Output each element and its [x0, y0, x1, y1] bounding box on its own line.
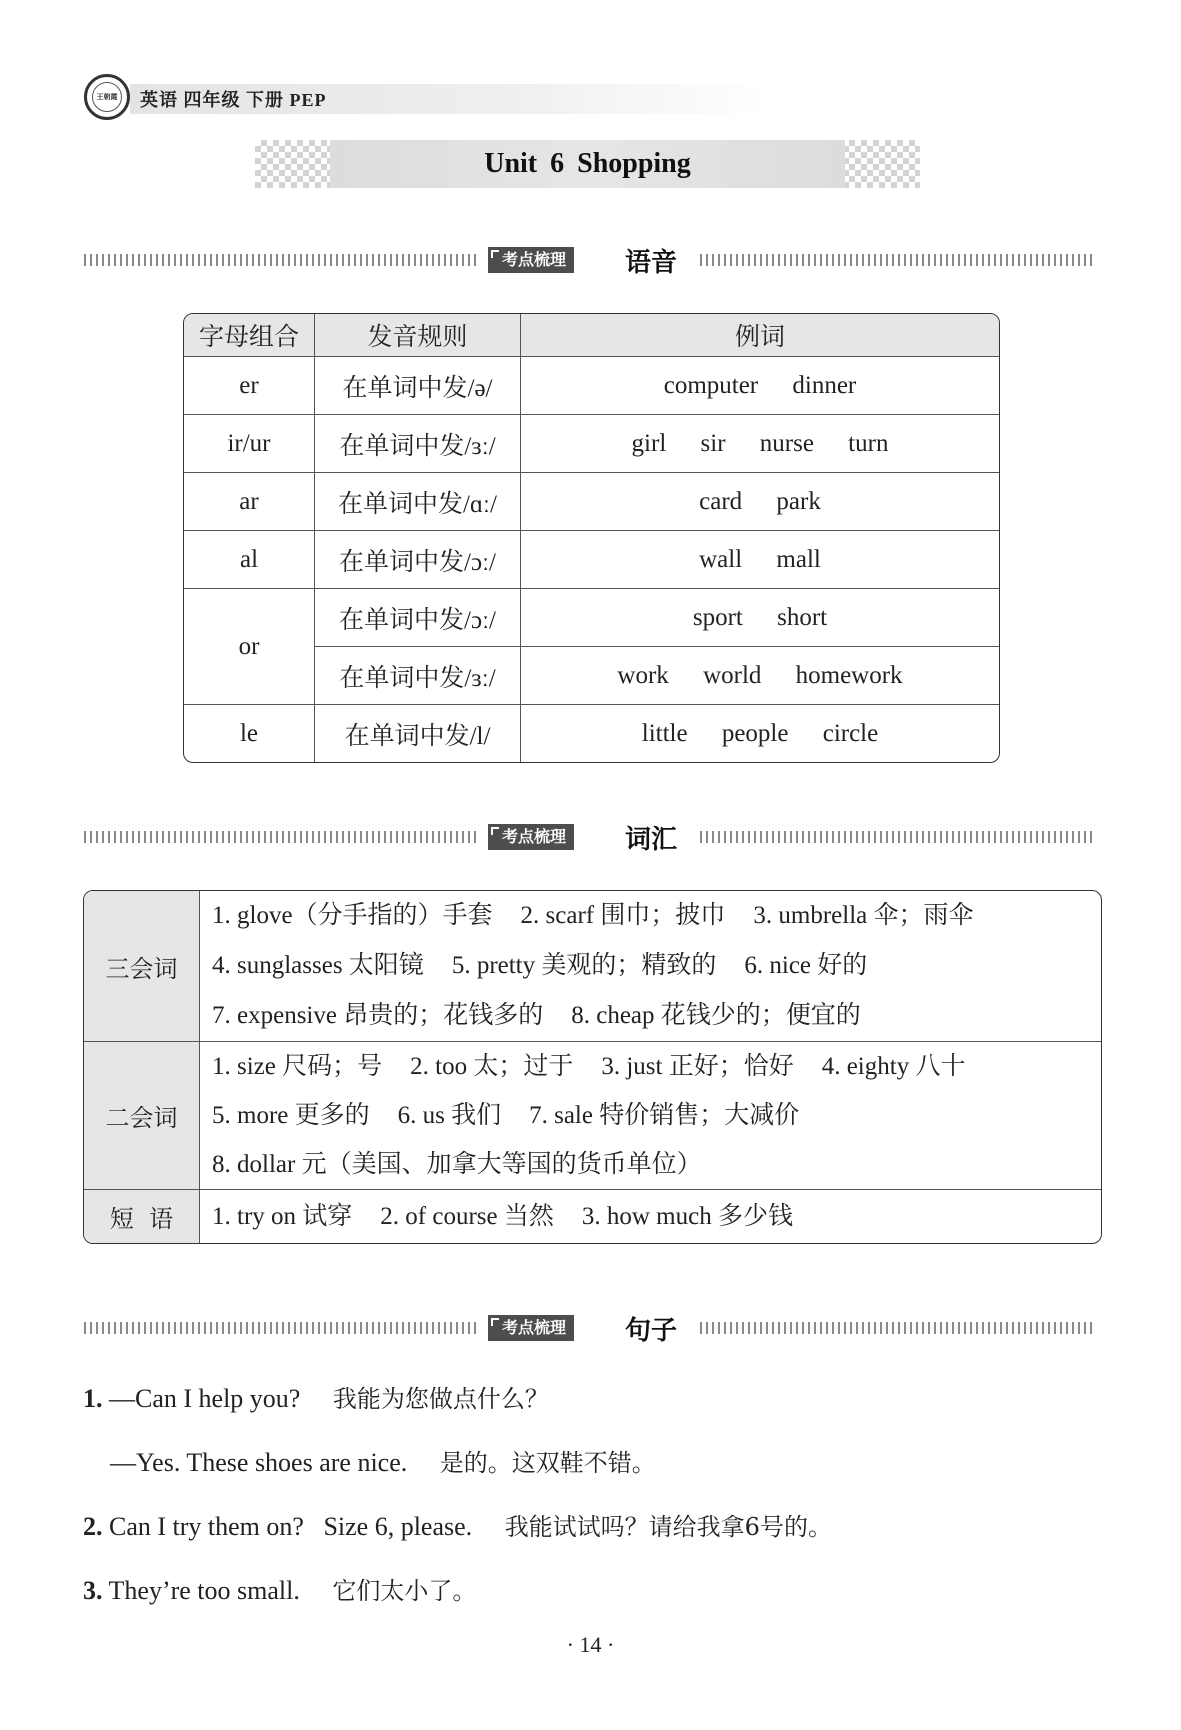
table-row — [184, 531, 999, 589]
header-combo: 字母组合 — [184, 314, 315, 357]
sentence-english: Can I try them on? Size 6, please. — [109, 1512, 473, 1541]
sentence-number: 2. — [83, 1512, 103, 1541]
table-row — [184, 473, 999, 531]
table-row — [184, 705, 999, 763]
sentence-chinese: 是的。这双鞋不错。 — [439, 1449, 656, 1477]
vocab-item: 2. too 太；过于 — [410, 1053, 574, 1080]
logo-text: 王朝霞 — [92, 82, 122, 112]
vocab-row — [84, 1190, 1101, 1244]
vocab-row — [84, 891, 1101, 1042]
example-word: girl — [631, 429, 667, 457]
vocab-row — [84, 1042, 1101, 1190]
example-word: nurse — [759, 429, 814, 457]
vocab-label: 短 语 — [84, 1190, 200, 1244]
rule-cell: 在单词中发/ɔː/ — [315, 589, 521, 647]
examples-cell — [521, 705, 1000, 763]
examples-cell — [521, 357, 1000, 415]
rule-cell: 在单词中发/ɔː/ — [315, 531, 521, 589]
running-header: 英语 四年级 下册 PEP — [140, 90, 327, 110]
phonics-table — [183, 313, 1000, 763]
sentence-item — [83, 1379, 549, 1414]
table-row — [184, 589, 999, 647]
example-word: sir — [700, 429, 726, 457]
example-word: short — [777, 603, 828, 631]
section-title-vocab: 词汇 — [625, 825, 678, 855]
combo-cell: ir/ur — [184, 415, 315, 473]
rule-cell: 在单词中发/ə/ — [315, 357, 521, 415]
sentence-chinese: 它们太小了。 — [332, 1577, 477, 1605]
vocab-content — [200, 1042, 1102, 1190]
vocab-item: 3. umbrella 伞；雨伞 — [753, 902, 974, 929]
section-title-sentences: 句子 — [625, 1316, 678, 1346]
vocab-item: 2. scarf 围巾；披巾 — [520, 902, 726, 929]
sentence-number: 1. — [83, 1384, 103, 1413]
sentence-chinese: 我能为您做点什么？ — [332, 1385, 549, 1413]
rule-cell: 在单词中发/l/ — [315, 705, 521, 763]
vocab-item: 7. sale 特价销售；大减价 — [529, 1102, 800, 1129]
vocab-item: 1. size 尺码；号 — [212, 1053, 383, 1080]
page-number: · 14 · — [566, 1632, 615, 1657]
sentence-item — [83, 1507, 832, 1542]
example-word: work — [617, 661, 669, 689]
section-tag: 考点梳理 — [488, 247, 574, 273]
vocab-item: 6. us 我们 — [397, 1102, 502, 1129]
examples-cell — [521, 531, 1000, 589]
vocab-item: 6. nice 好的 — [744, 952, 868, 979]
section-tag: 考点梳理 — [488, 824, 574, 850]
section-rule-left — [84, 1322, 478, 1334]
combo-cell: ar — [184, 473, 315, 531]
examples-cell — [521, 415, 1000, 473]
example-word: homework — [795, 661, 903, 689]
section-rule-left — [84, 831, 478, 843]
vocab-line — [212, 991, 1101, 1041]
vocab-content — [200, 1190, 1102, 1244]
vocab-line — [212, 941, 1101, 991]
sentence-english: —Yes. These shoes are nice. — [110, 1448, 408, 1477]
example-word: world — [703, 661, 762, 689]
vocab-item: 4. eighty 八十 — [821, 1053, 966, 1080]
example-word: dinner — [792, 371, 857, 399]
sentence-number: 3. — [83, 1576, 103, 1605]
vocab-label: 三会词 — [84, 891, 200, 1042]
examples-cell — [521, 589, 1000, 647]
vocab-line — [212, 1140, 1101, 1189]
vocab-item: 2. of course 当然 — [380, 1203, 554, 1230]
vocab-item: 1. try on 试穿 — [212, 1203, 353, 1230]
header-examples: 例词 — [521, 314, 1000, 357]
vocab-item: 8. cheap 花钱少的；便宜的 — [571, 1002, 861, 1029]
example-word: people — [721, 719, 789, 747]
table-header-row — [184, 314, 999, 357]
rule-cell: 在单词中发/ɑː/ — [315, 473, 521, 531]
rule-cell: 在单词中发/ɜː/ — [315, 647, 521, 705]
unit-title: Unit 6 Shopping — [484, 148, 691, 179]
vocab-item: 5. pretty 美观的；精致的 — [451, 952, 717, 979]
table-row — [184, 415, 999, 473]
combo-cell: al — [184, 531, 315, 589]
publisher-logo — [84, 74, 130, 120]
example-word: mall — [776, 545, 821, 573]
examples-cell — [521, 473, 1000, 531]
vocab-item: 1. glove（分手指的）手套 — [212, 902, 493, 929]
section-tag: 考点梳理 — [488, 1315, 574, 1341]
vocab-item: 5. more 更多的 — [212, 1102, 370, 1129]
example-word: turn — [848, 429, 889, 457]
rule-cell: 在单词中发/ɜː/ — [315, 415, 521, 473]
section-rule-right — [700, 254, 1096, 266]
vocab-item: 3. how much 多少钱 — [581, 1203, 793, 1230]
combo-cell: le — [184, 705, 315, 763]
sentence-chinese: 我能试试吗？请给我拿6号的。 — [504, 1513, 832, 1541]
vocab-line — [212, 891, 1101, 941]
sentence-english: They’re too small. — [108, 1576, 300, 1605]
example-word: wall — [699, 545, 743, 573]
section-rule-right — [700, 1322, 1096, 1334]
example-word: card — [699, 487, 743, 515]
sentence-english: —Can I help you? — [109, 1384, 301, 1413]
vocab-line — [212, 1042, 1101, 1091]
vocab-item: 7. expensive 昂贵的；花钱多的 — [212, 1002, 544, 1029]
table-row — [184, 357, 999, 415]
combo-cell: or — [184, 589, 315, 705]
vocab-item: 4. sunglasses 太阳镜 — [212, 952, 424, 979]
vocab-table — [83, 890, 1102, 1244]
section-rule-right — [700, 831, 1096, 843]
header-rule: 发音规则 — [315, 314, 521, 357]
example-word: circle — [822, 719, 879, 747]
examples-cell — [521, 647, 1000, 705]
combo-cell: er — [184, 357, 315, 415]
example-word: computer — [663, 371, 759, 399]
example-word: sport — [692, 603, 743, 631]
vocab-item: 3. just 正好；恰好 — [601, 1053, 794, 1080]
sentence-item — [110, 1443, 656, 1478]
example-word: little — [641, 719, 688, 747]
section-title-phonics: 语音 — [625, 248, 678, 278]
vocab-content — [200, 891, 1102, 1042]
section-rule-left — [84, 254, 478, 266]
vocab-line — [212, 1190, 1101, 1243]
vocab-line — [212, 1091, 1101, 1140]
vocab-item: 8. dollar 元（美国、加拿大等国的货币单位） — [212, 1151, 702, 1178]
sentence-item — [83, 1571, 476, 1606]
vocab-label: 二会词 — [84, 1042, 200, 1190]
example-word: park — [776, 487, 821, 515]
